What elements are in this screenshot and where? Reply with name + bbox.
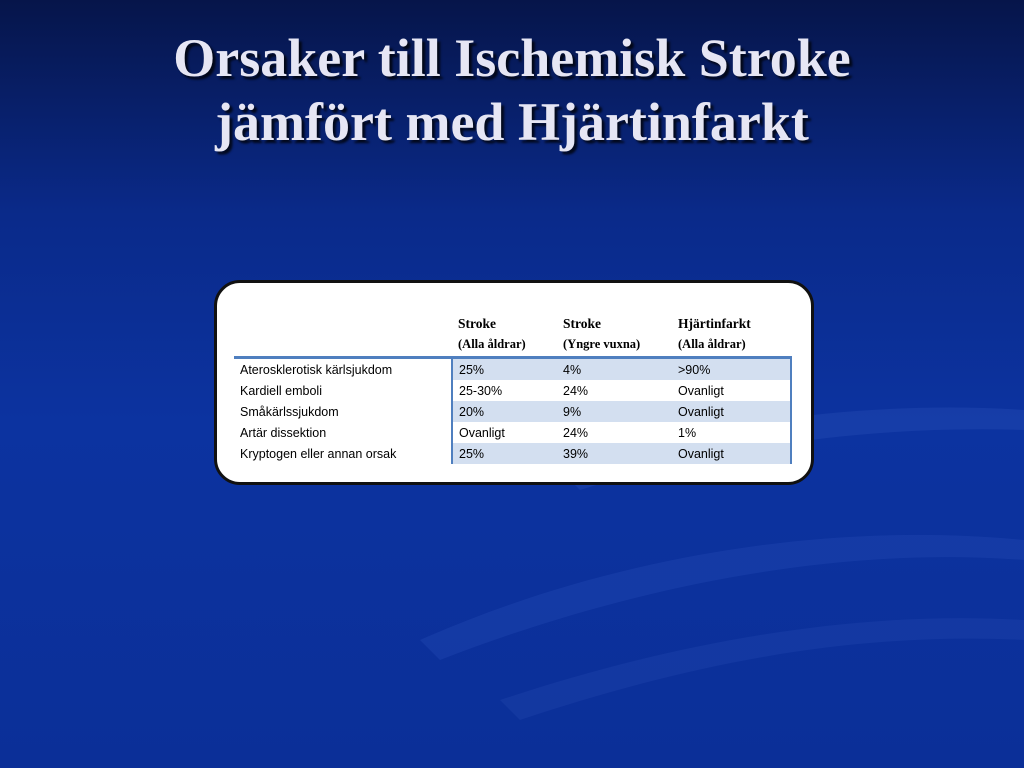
cell-stroke-young: 24% bbox=[557, 380, 672, 401]
cell-mi: Ovanligt bbox=[672, 380, 791, 401]
slide-title-line-2: jämfört med Hjärtinfarkt bbox=[215, 92, 809, 152]
table-row bbox=[234, 443, 791, 464]
cell-stroke-all: 25% bbox=[452, 358, 557, 381]
cell-stroke-all: Ovanligt bbox=[452, 422, 557, 443]
row-label: Aterosklerotisk kärlsjukdom bbox=[234, 358, 452, 381]
table-row bbox=[234, 422, 791, 443]
header-stroke-young-adults: Stroke (Yngre vuxna) bbox=[557, 310, 672, 358]
row-label: Småkärlssjukdom bbox=[234, 401, 452, 422]
cell-stroke-young: 4% bbox=[557, 358, 672, 381]
cell-stroke-all: 20% bbox=[452, 401, 557, 422]
cell-stroke-all: 25-30% bbox=[452, 380, 557, 401]
slide-title bbox=[0, 26, 1024, 154]
cell-stroke-young: 39% bbox=[557, 443, 672, 464]
cell-stroke-all: 25% bbox=[452, 443, 557, 464]
comparison-table bbox=[234, 310, 792, 464]
table-card bbox=[214, 280, 814, 485]
cell-mi: 1% bbox=[672, 422, 791, 443]
row-label: Kryptogen eller annan orsak bbox=[234, 443, 452, 464]
table-row bbox=[234, 380, 791, 401]
table-header-row bbox=[234, 310, 791, 358]
row-label: Kardiell emboli bbox=[234, 380, 452, 401]
header-stroke-all-ages: Stroke (Alla åldrar) bbox=[452, 310, 557, 358]
cell-stroke-young: 24% bbox=[557, 422, 672, 443]
header-empty bbox=[234, 310, 452, 358]
cell-mi: >90% bbox=[672, 358, 791, 381]
header-myocardial-infarction: Hjärtinfarkt (Alla åldrar) bbox=[672, 310, 791, 358]
cell-stroke-young: 9% bbox=[557, 401, 672, 422]
cell-mi: Ovanligt bbox=[672, 443, 791, 464]
cell-mi: Ovanligt bbox=[672, 401, 791, 422]
row-label: Artär dissektion bbox=[234, 422, 452, 443]
slide-title-line-1: Orsaker till Ischemisk Stroke bbox=[173, 28, 851, 88]
table-row bbox=[234, 358, 791, 381]
table-row bbox=[234, 401, 791, 422]
